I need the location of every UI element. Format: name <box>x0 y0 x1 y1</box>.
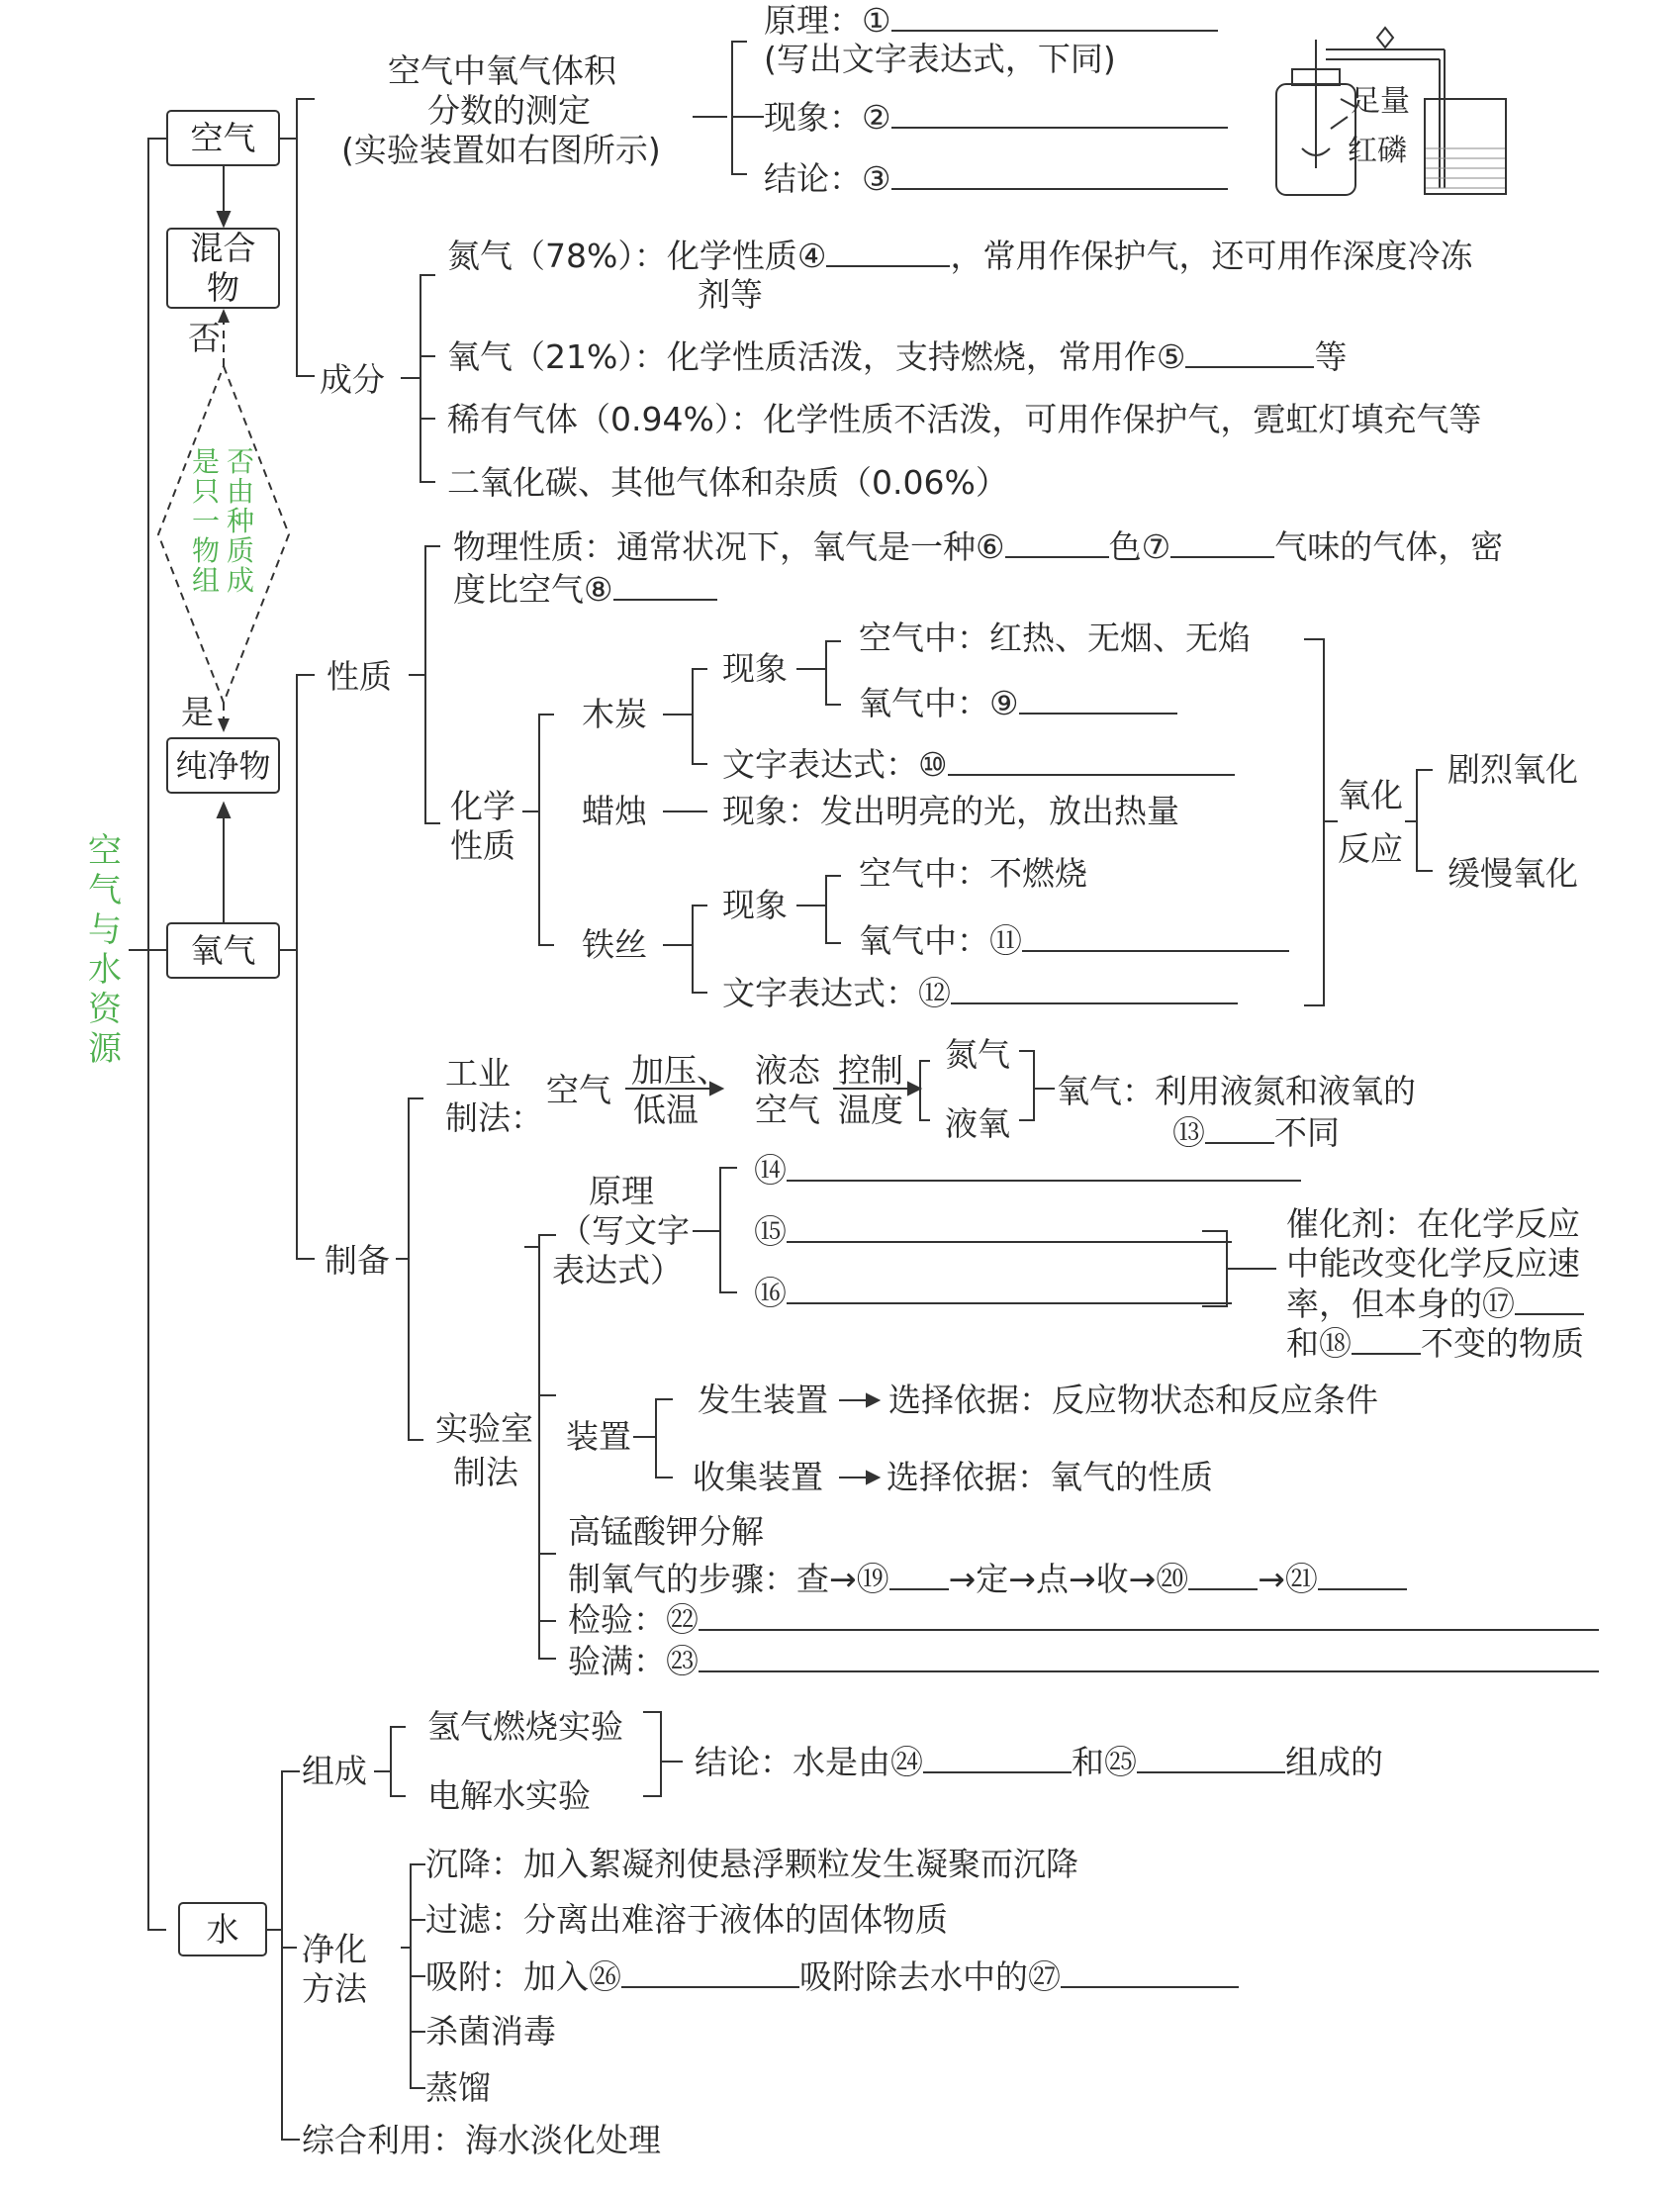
purify-filter: 过滤：分离出难溶于液体的固体物质 <box>425 1900 948 1939</box>
catalyst-line-1: 催化剂：在化学反应 <box>1286 1204 1580 1243</box>
electrolysis-experiment: 电解水实验 <box>427 1776 591 1815</box>
water-comprehensive-use: 综合利用：海水淡化处理 <box>302 2121 661 2159</box>
purify-sterilize: 杀菌消毒 <box>425 2012 556 2050</box>
kmno4-decomposition: 高锰酸钾分解 <box>568 1512 764 1551</box>
equation-16: ⑯ <box>754 1273 1232 1313</box>
measurement-title-3: (实验装置如右图所示) <box>341 131 661 169</box>
purify-label-2: 方法 <box>302 1969 367 2008</box>
purify-distill: 蒸馏 <box>425 2068 491 2107</box>
decision-no: 否 <box>188 319 221 357</box>
device-label: 装置 <box>566 1417 631 1456</box>
oxygen-full-check: 验满：㉓ <box>568 1641 1599 1681</box>
industrial-label-1: 工业 <box>445 1054 511 1093</box>
apparatus-label-excess: 足量 <box>1351 84 1410 119</box>
chemical-label-2: 性质 <box>450 826 515 865</box>
lab-label-1: 实验室 <box>435 1409 533 1448</box>
collection-device: 收集装置 <box>693 1458 823 1496</box>
slow-oxidation: 缓慢氧化 <box>1447 854 1578 893</box>
node-air: 空气 <box>166 110 280 166</box>
iron-phenomenon-label: 现象 <box>722 886 788 924</box>
violent-oxidation: 剧烈氧化 <box>1447 750 1578 789</box>
oxidation-label-1: 氧化 <box>1338 776 1403 814</box>
generation-device: 发生装置 <box>698 1381 828 1419</box>
measurement-conclusion: 结论：③ <box>764 158 1228 199</box>
oxygen-by-boiling: 氧气：利用液氮和液氧的 <box>1057 1072 1416 1110</box>
chemical-label-1: 化学 <box>450 787 515 825</box>
principle-label-1: 原理 <box>589 1172 654 1210</box>
iron-equation: 文字表达式：⑫ <box>722 973 1238 1013</box>
composition-label: 成分 <box>320 360 385 399</box>
equation-14: ⑭ <box>754 1150 1301 1191</box>
oxygen-by-boiling-2: ⑬ 不同 <box>1172 1113 1340 1152</box>
arrow2-top: 控制 <box>838 1051 903 1090</box>
charcoal-label: 木炭 <box>582 695 647 733</box>
charcoal-equation: 文字表达式：⑩ <box>722 744 1235 785</box>
apparatus-label-red-phosphorus: 红磷 <box>1348 134 1407 168</box>
composition-oxygen: 氧气（21%）：化学性质活泼，支持燃烧，常用作⑤ 等 <box>447 337 1348 376</box>
decision-yes: 是 <box>181 693 214 731</box>
nitrogen-liquid: 氮气 <box>945 1035 1010 1074</box>
iron-label: 铁丝 <box>582 925 647 964</box>
measurement-title-1: 空气中氧气体积 <box>388 51 616 90</box>
industrial-air: 空气 <box>546 1071 611 1109</box>
decision-text-right: 否由种质成 <box>226 445 254 597</box>
decision-text-left: 是只一物组 <box>191 445 220 597</box>
arrow1-bottom: 低温 <box>633 1091 699 1129</box>
water-composition-label: 组成 <box>302 1752 367 1790</box>
arrow1-top: 加压、 <box>631 1051 729 1090</box>
charcoal-in-oxygen: 氧气中：⑨ <box>859 683 1177 723</box>
charcoal-in-air: 空气中：红热、无烟、无焰 <box>859 619 1251 657</box>
purify-label-1: 净化 <box>302 1930 367 1968</box>
iron-in-oxygen: 氧气中：⑪ <box>859 920 1289 961</box>
arrow2-bottom: 温度 <box>838 1091 903 1129</box>
measurement-principle-note: (写出文字表达式，下同) <box>764 40 1116 78</box>
composition-co2-other: 二氧化碳、其他气体和杂质（0.06%） <box>447 463 1008 502</box>
principle-label-2: （写文字 <box>559 1211 690 1250</box>
generation-basis: 选择依据：反应物状态和反应条件 <box>888 1381 1378 1419</box>
physical-property-1: 物理性质：通常状况下，氧气是一种⑥ 色⑦ 气味的气体，密 <box>453 527 1504 566</box>
water-conclusion: 结论：水是由㉔ 和㉕ 组成的 <box>695 1743 1383 1781</box>
liquid-oxygen: 液氧 <box>945 1104 1010 1143</box>
oxygen-steps: 制氧气的步骤：查→⑲ →定→点→收→⑳ →㉑ <box>568 1559 1407 1599</box>
composition-nitrogen: 氮气（78%）：化学性质④ ，常用作保护气，还可用作深度冷冻 <box>447 237 1473 275</box>
catalyst-line-4: 和⑱ 不变的物质 <box>1286 1324 1584 1363</box>
properties-label: 性质 <box>327 657 392 696</box>
lab-label-2: 制法 <box>453 1453 518 1491</box>
node-oxygen: 氧气 <box>166 922 280 979</box>
root-title: 空气与水资源 <box>88 831 122 1069</box>
industrial-label-2: 制法： <box>445 1098 543 1137</box>
purify-settle: 沉降：加入絮凝剂使悬浮颗粒发生凝聚而沉降 <box>425 1845 1078 1883</box>
equation-15: ⑮ <box>754 1211 1232 1252</box>
liquid-air-1: 液态 <box>755 1051 820 1090</box>
measurement-principle: 原理：① <box>764 0 1218 41</box>
charcoal-phenomenon-label: 现象 <box>722 649 788 688</box>
collection-basis: 选择依据：氧气的性质 <box>887 1458 1213 1496</box>
measurement-phenomenon: 现象：② <box>764 97 1228 138</box>
oxidation-label-2: 反应 <box>1338 829 1403 868</box>
candle-phenomenon: 现象：发出明亮的光，放出热量 <box>722 792 1179 830</box>
node-mixture: 混合物 <box>166 228 280 309</box>
purify-adsorb: 吸附：加入㉖ 吸附除去水中的㉗ <box>425 1956 1239 1997</box>
catalyst-line-2: 中能改变化学反应速 <box>1286 1244 1580 1283</box>
principle-label-3: 表达式） <box>552 1251 683 1289</box>
physical-property-2: 度比空气⑧ <box>453 569 717 610</box>
liquid-air-2: 空气 <box>755 1091 820 1129</box>
composition-rare-gas: 稀有气体（0.94%）：化学性质不活泼，可用作保护气，霓虹灯填充气等 <box>447 400 1482 438</box>
hydrogen-burn-experiment: 氢气燃烧实验 <box>427 1707 623 1746</box>
oxygen-test: 检验：㉒ <box>568 1599 1599 1640</box>
catalyst-line-3: 率，但本身的⑰ <box>1286 1284 1584 1324</box>
node-water: 水 <box>178 1902 267 1956</box>
iron-in-air: 空气中：不燃烧 <box>859 854 1087 893</box>
candle-label: 蜡烛 <box>582 792 647 830</box>
composition-nitrogen-cont: 剂等 <box>698 275 763 314</box>
preparation-label: 制备 <box>325 1241 390 1280</box>
node-pure: 纯净物 <box>166 737 280 794</box>
measurement-title-2: 分数的测定 <box>427 91 591 130</box>
